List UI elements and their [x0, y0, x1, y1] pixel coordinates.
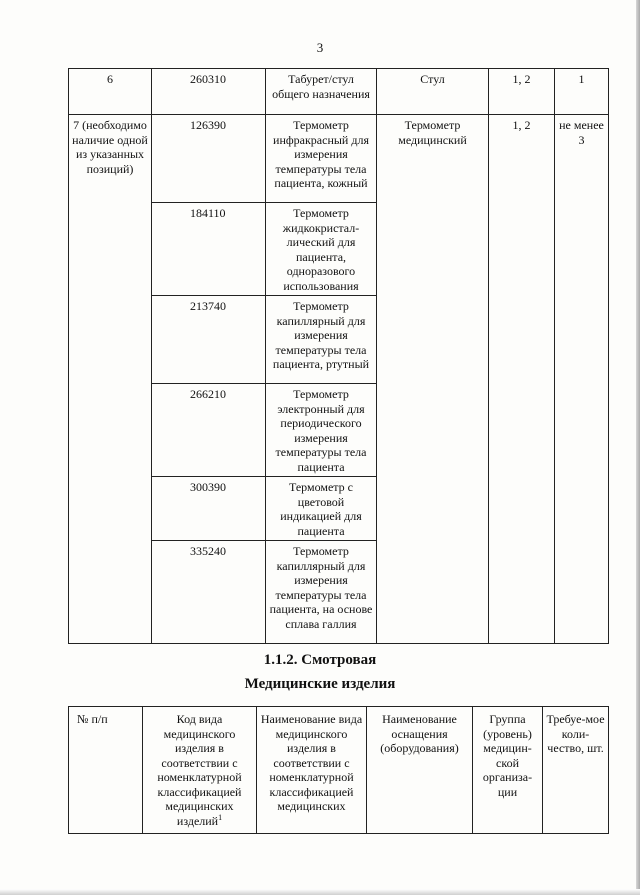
required-quantity: 1: [555, 69, 609, 115]
device-code: 260310: [152, 69, 266, 115]
column-header-code-text: Код вида медицинского изделия в соответствии с номенклатурной классификацией медицинских изделий: [157, 712, 242, 828]
column-header-code: [143, 707, 257, 834]
org-group: 1, 2: [489, 115, 555, 644]
scan-edge-shadow: [636, 0, 640, 895]
device-code: 213740: [152, 296, 266, 384]
table-row: [69, 69, 609, 115]
header-table: [68, 706, 609, 834]
section-title: 1.1.2. Смотровая: [263, 652, 377, 668]
device-code: 184110: [152, 203, 266, 296]
row-number: 7 (необходимо наличие одной из указанных позиций): [69, 115, 152, 644]
device-name: Термометр жидкокристал-лический для пациента, одноразового использования: [266, 203, 377, 296]
device-name: Термометр инфракрасный для измерения температуры тела пациента, кожный: [266, 115, 377, 203]
org-group: 1, 2: [489, 69, 555, 115]
device-code: 266210: [152, 384, 266, 477]
section-subtitle: Медицинские изделия: [244, 676, 396, 692]
equipment-name: Термометр медицинский: [377, 115, 489, 644]
device-name: Термометр с цветовой индикацией для пациента: [266, 477, 377, 541]
equipment-name: Стул: [377, 69, 489, 115]
device-code: 300390: [152, 477, 266, 541]
device-code: 335240: [152, 541, 266, 644]
column-header-number: № п/п: [69, 707, 143, 834]
column-header-equipment: Наименование оснащения (оборудования): [367, 707, 473, 834]
table-row: [69, 115, 609, 203]
device-name: Термометр электронный для периодического измерения температуры тела пациента: [266, 384, 377, 477]
page-number: 3: [316, 40, 324, 55]
column-header-quantity: Требуе-мое коли-чество, шт.: [543, 707, 609, 834]
required-quantity: не менее 3: [555, 115, 609, 644]
footnote-marker: 1: [218, 812, 223, 822]
device-name: Табурет/стул общего назначения: [266, 69, 377, 115]
device-name: Термометр капиллярный для измерения температуры тела пациента, на основе сплава галлия: [266, 541, 377, 644]
scan-bottom-shadow: [0, 889, 640, 895]
device-name: Термометр капиллярный для измерения температуры тела пациента, ртутный: [266, 296, 377, 384]
row-number: 6: [69, 69, 152, 115]
equipment-table: [68, 68, 609, 644]
device-code: 126390: [152, 115, 266, 203]
column-header-device-name: Наименование вида медицинского изделия в соответствии с номенклатурной классификацией медицинских: [257, 707, 367, 834]
column-header-group: Группа (уровень) медицин-ской организа-ции: [473, 707, 543, 834]
table-header-row: [69, 707, 609, 834]
